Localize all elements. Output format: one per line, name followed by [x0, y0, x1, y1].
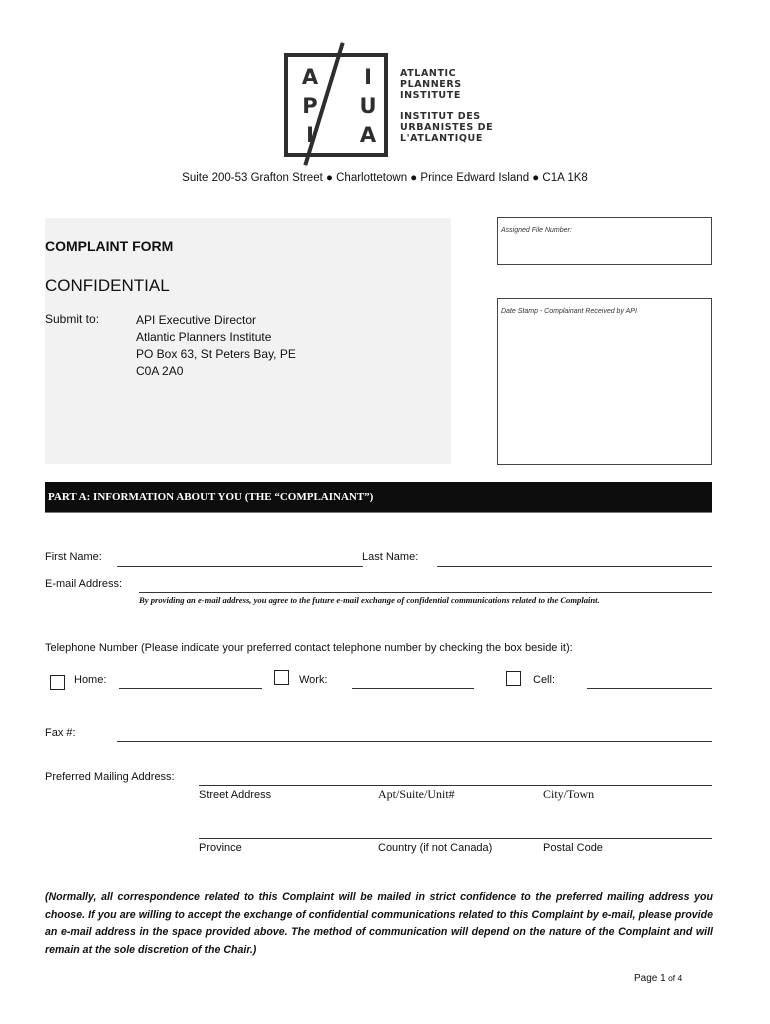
telephone-instructions: Telephone Number (Please indicate your preferred contact telephone number by checking the box beside it): — [45, 642, 573, 654]
submit-to-label: Submit to: — [45, 312, 100, 326]
logo-letter: A — [359, 123, 377, 147]
postal-code-caption: Postal Code — [543, 842, 603, 854]
first-name-field[interactable] — [117, 566, 363, 567]
mailing-address-label: Preferred Mailing Address: — [45, 771, 175, 783]
home-phone-checkbox[interactable] — [50, 675, 65, 690]
apt-suite-caption: Apt/Suite/Unit# — [378, 787, 455, 801]
first-name-label: First Name: — [45, 551, 102, 563]
page-label: Page — [634, 973, 661, 984]
submit-address — [136, 312, 296, 380]
submit-address-line: API Executive Director — [136, 313, 257, 327]
logo-letter: A — [301, 65, 319, 89]
mailing-address-line-1[interactable] — [199, 785, 712, 786]
logo-letter: I — [364, 65, 372, 89]
institute-address: Suite 200-53 Grafton Street ● Charlottetown ● Prince Edward Island ● C1A 1K8 — [182, 172, 588, 184]
submit-address-line: Atlantic Planners Institute — [136, 330, 272, 344]
date-stamp-label: Date Stamp - Complainant Received by API — [501, 308, 637, 315]
fax-label: Fax #: — [45, 727, 76, 739]
cell-phone-field[interactable] — [587, 688, 712, 689]
page-total: of 4 — [665, 973, 683, 983]
page-number — [634, 973, 682, 984]
email-label: E-mail Address: — [45, 578, 123, 590]
mailing-address-line-2[interactable] — [199, 838, 712, 839]
fax-field[interactable] — [117, 741, 712, 742]
part-a-title: PART A: INFORMATION ABOUT YOU (THE “COMPLAINANT”) — [48, 491, 374, 503]
province-caption: Province — [199, 842, 242, 854]
logo-letter: I — [306, 123, 314, 147]
cell-phone-label: Cell: — [533, 674, 556, 686]
street-address-caption: Street Address — [199, 789, 272, 801]
confidential-heading: CONFIDENTIAL — [45, 276, 170, 295]
part-a-header — [45, 482, 712, 513]
home-phone-label: Home: — [74, 674, 107, 686]
assigned-file-number-box[interactable] — [497, 217, 712, 265]
correspondence-note: (Normally, all correspondence related to this Complaint will be mailed in strict confidence to the preferred mailing address you choose. If you are willing to accept the exchange of confidential communications related to this Complaint by e-mail, please provide an e-mail address in the space provided above. The method of communication will depend on the nature of the Complaint and will remain at the sole discretion of the Chair.) — [45, 891, 713, 956]
work-phone-checkbox[interactable] — [274, 670, 289, 685]
assigned-file-number-label: Assigned File Number: — [501, 227, 572, 234]
logo-letter: U — [359, 94, 377, 118]
submit-address-line: PO Box 63, St Peters Bay, PE — [136, 347, 296, 361]
form-title: COMPLAINT FORM — [45, 238, 174, 254]
city-town-caption: City/Town — [543, 787, 595, 801]
email-consent-note: By providing an e-mail address, you agree to the future e-mail exchange of confidential communications related to the Complaint. — [139, 595, 600, 605]
last-name-field[interactable] — [437, 566, 712, 567]
logo-name-french: INSTITUT DES URBANISTES DE L'ATLANTIQUE — [400, 111, 494, 144]
date-stamp-box[interactable] — [497, 298, 712, 465]
work-phone-field[interactable] — [352, 688, 474, 689]
submit-address-line: C0A 2A0 — [136, 364, 184, 378]
cell-phone-checkbox[interactable] — [506, 671, 521, 686]
work-phone-label: Work: — [299, 674, 328, 686]
last-name-label: Last Name: — [362, 551, 419, 563]
logo-letter: P — [302, 94, 318, 118]
email-field[interactable] — [139, 592, 712, 593]
page-current: 1 — [660, 973, 666, 984]
logo-name-english: ATLANTIC PLANNERS INSTITUTE — [400, 68, 462, 101]
home-phone-field[interactable] — [119, 688, 262, 689]
country-caption: Country (if not Canada) — [378, 842, 493, 854]
